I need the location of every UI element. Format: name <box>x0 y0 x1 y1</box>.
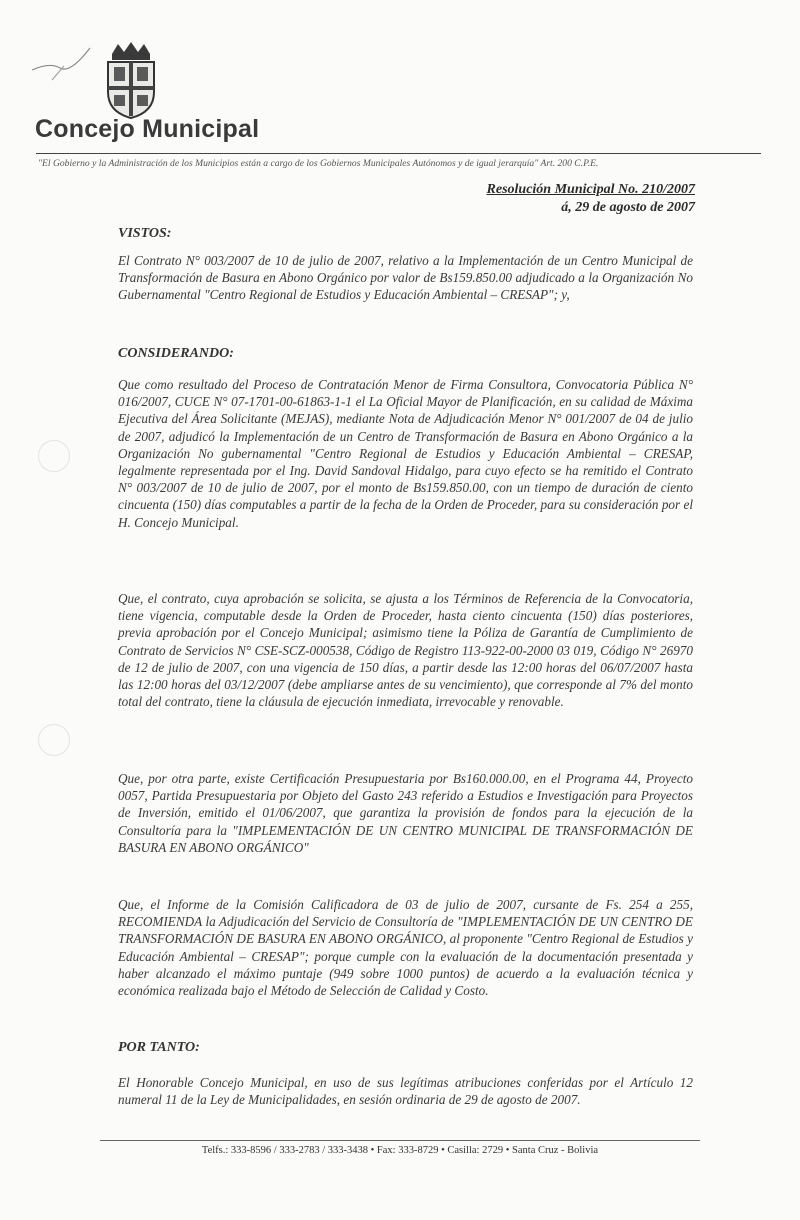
vistos-paragraph: El Contrato N° 003/2007 de 10 de julio de 2007, relativo a la Implementación de un Centro Municipal de Transformación de Basura en Abono Orgánico por valor de Bs159.850.00 adjudicado a la Organización No Gubernamental "Centro Regional de Estudios y Educación Ambiental – CRESAP"; y, <box>118 253 693 303</box>
considerando-paragraph-4: Que, el Informe de la Comisión Calificadora de 03 de julio de 2007, cursante de Fs. 254 a 255, RECOMIENDA la Adjudicación del Servicio de Consultoría de "IMPLEMENTACIÓN DE UN CENTRO DE TRANSFORMACIÓN DE BASURA EN ABONO ORGÁNICO, al proponente "Centro Regional de Estudios y Educación Ambiental – CRESAP"; porque cumple con la evaluación de la documentación presentada y haber alcanzado el máximo puntaje (949 sobre 1000 puntos) de acuerdo a la evaluación técnica y económica realizada bajo el Método de Selección de Calidad y Costo. <box>118 897 693 999</box>
footer-contact: Telfs.: 333-8596 / 333-2783 / 333-3438 • Fax: 333-8729 • Casilla: 2729 • Santa Cruz - Bolivia <box>201 1145 599 1156</box>
punch-hole <box>38 724 70 756</box>
footer-rule <box>100 1140 700 1141</box>
considerando-heading: CONSIDERANDO: <box>118 346 234 361</box>
resolution-date: á, 29 de agosto de 2007 <box>561 200 695 215</box>
header-rule <box>36 153 761 154</box>
portanto-heading: POR TANTO: <box>118 1040 200 1055</box>
considerando-paragraph-3: Que, por otra parte, existe Certificación Presupuestaria por Bs160.000.00, en el Programa 44, Proyecto 0057, Partida Presupuestaria por Objeto del Gasto 243 referido a Estudios e Investigación para Proyectos de Inversión, emitido el 01/06/2007, que garantiza la provisión de fondos para la ejecución de la Consultoría para la "IMPLEMENTACIÓN DE UN CENTRO MUNICIPAL DE TRANSFORMACIÓN DE BASURA EN ABONO ORGÁNICO" <box>118 771 693 855</box>
portanto-paragraph: El Honorable Concejo Municipal, en uso de sus legítimas atribuciones conferidas por el Artículo 12 numeral 11 de la Ley de Municipalidades, en sesión ordinaria de 29 de agosto de 2007. <box>118 1075 693 1108</box>
vistos-heading: VISTOS: <box>118 226 172 241</box>
considerando-paragraph-1: Que como resultado del Proceso de Contratación Menor de Firma Consultora, Convocatoria Pública N° 016/2007, CUCE N° 07-1701-00-61863-1-1 el La Oficial Mayor de Planificación, en su calidad de Máxima Ejecutiva del Área Solicitante (MEJAS), mediante Nota de Adjudicación Menor N° 001/2007 de 04 de julio de 2007, adjudicó la Implementación de un Centro de Transformación de Basura en Abono Orgánico a la Organización No gubernamental "Centro Regional de Estudios y Educación Ambiental – CRESAP, legalmente representada por el Ing. David Sandoval Hidalgo, para cuyo efecto se ha remitido el Contrato N° 003/2007 de 10 de julio de 2007, por el monto de Bs159.850.00, con un tiempo de duración de ciento cincuenta (150) días computables a partir de la fecha de la Orden de Proceder, para su consideración por el H. Concejo Municipal. <box>118 377 693 530</box>
pen-mark-icon <box>30 40 100 85</box>
punch-hole <box>38 440 70 472</box>
considerando-paragraph-2: Que, el contrato, cuya aprobación se solicita, se ajusta a los Términos de Referencia de la Convocatoria, tiene vigencia, computable desde la Orden de Proceder, hasta ciento cincuenta (150) días posteriores, previa aprobación por el Concejo Municipal; asimismo tiene la Póliza de Garantía de Cumplimiento de Contrato de Servicios N° CSE-SCZ-000538, Código de Registro 113-922-00-2000 03 019, Código N° 26970 de 12 de julio de 2007, con una vigencia de 150 días, a partir desde las 12:00 horas del 06/07/2007 hasta las 12:00 horas del 03/12/2007 (debe ampliarse antes de su vencimiento), que corresponde al 7% del monto total del contrato, tiene la cláusula de ejecución inmediata, irrevocable y renovable. <box>118 591 693 710</box>
org-name: Concejo Municipal <box>35 115 260 143</box>
resolution-number: Resolución Municipal No. 210/2007 <box>486 182 695 197</box>
coat-of-arms-icon <box>100 40 162 120</box>
header-motto: "El Gobierno y la Administración de los Municipios están a cargo de los Gobiernos Municipales Autónomos y de igual jerarquía" Art. 200 C.P.E. <box>38 158 599 169</box>
